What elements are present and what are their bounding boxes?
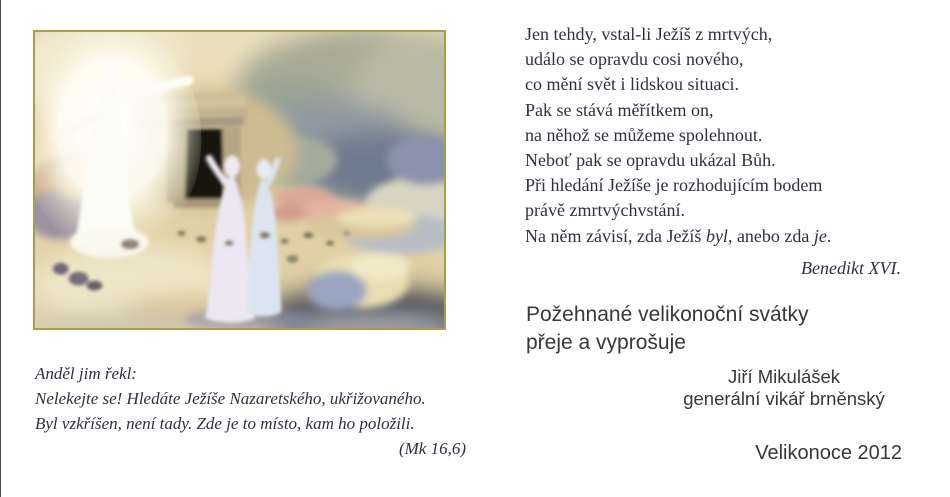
caption-line: Anděl jim řekl: <box>35 364 137 383</box>
signature-name: Jiří Mikulášek <box>727 366 841 387</box>
caption-line: Nelekejte se! Hledáte Ježíše Nazaretského, ukřižovaného. <box>35 389 426 408</box>
quote-line: právě zmrtvýchvstání. <box>525 200 685 221</box>
signature-title: generální vikář brněnský <box>683 388 885 409</box>
quote-line: Pak se stává měřítkem on, <box>525 99 714 120</box>
caption-line: Byl vzkříšen, není tady. Zde je to místo, kam ho položili. <box>35 414 415 433</box>
quote-line: Neboť pak se opravdu ukázal Bůh. <box>525 150 776 171</box>
caption-reference: (Mk 16,6) <box>398 439 466 458</box>
signature-block <box>634 366 934 410</box>
quote-text: , anebo zda <box>727 225 814 246</box>
quote-line: na něhož se můžeme spolehnout. <box>525 124 763 145</box>
tomb-painting <box>35 32 444 328</box>
quote-line: událo se opravdu cosi nového, <box>525 49 744 70</box>
woman-lavender-head <box>224 155 240 177</box>
greeting-line: přeje a vyprošuje <box>526 331 686 354</box>
quote-italic-word: byl <box>705 225 728 246</box>
easter-date: Velikonoce 2012 <box>755 442 902 464</box>
quote-italic-word: je <box>813 225 827 246</box>
scripture-caption <box>35 361 466 461</box>
painting-frame <box>33 30 446 330</box>
quote-line: Jen tehdy, vstal-li Ježíš z mrtvých, <box>525 24 773 44</box>
quote-attribution: Benedikt XVI. <box>801 257 901 278</box>
quote-line: Při hledání Ježíše je rozhodujícím bodem <box>525 175 823 196</box>
quote-line-emphasis <box>525 224 901 249</box>
quote-text: . <box>826 225 832 246</box>
greeting-line: Požehnané velikonoční svátky <box>526 303 809 326</box>
easter-greeting <box>526 301 809 357</box>
quote-text: Na něm závisí, zda Ježíš <box>525 225 706 246</box>
quote-line: co mění svět i lidskou situaci. <box>525 74 739 95</box>
angel-head <box>102 61 120 79</box>
benedict-quote <box>525 22 901 281</box>
scan-edge-line <box>0 0 1 497</box>
